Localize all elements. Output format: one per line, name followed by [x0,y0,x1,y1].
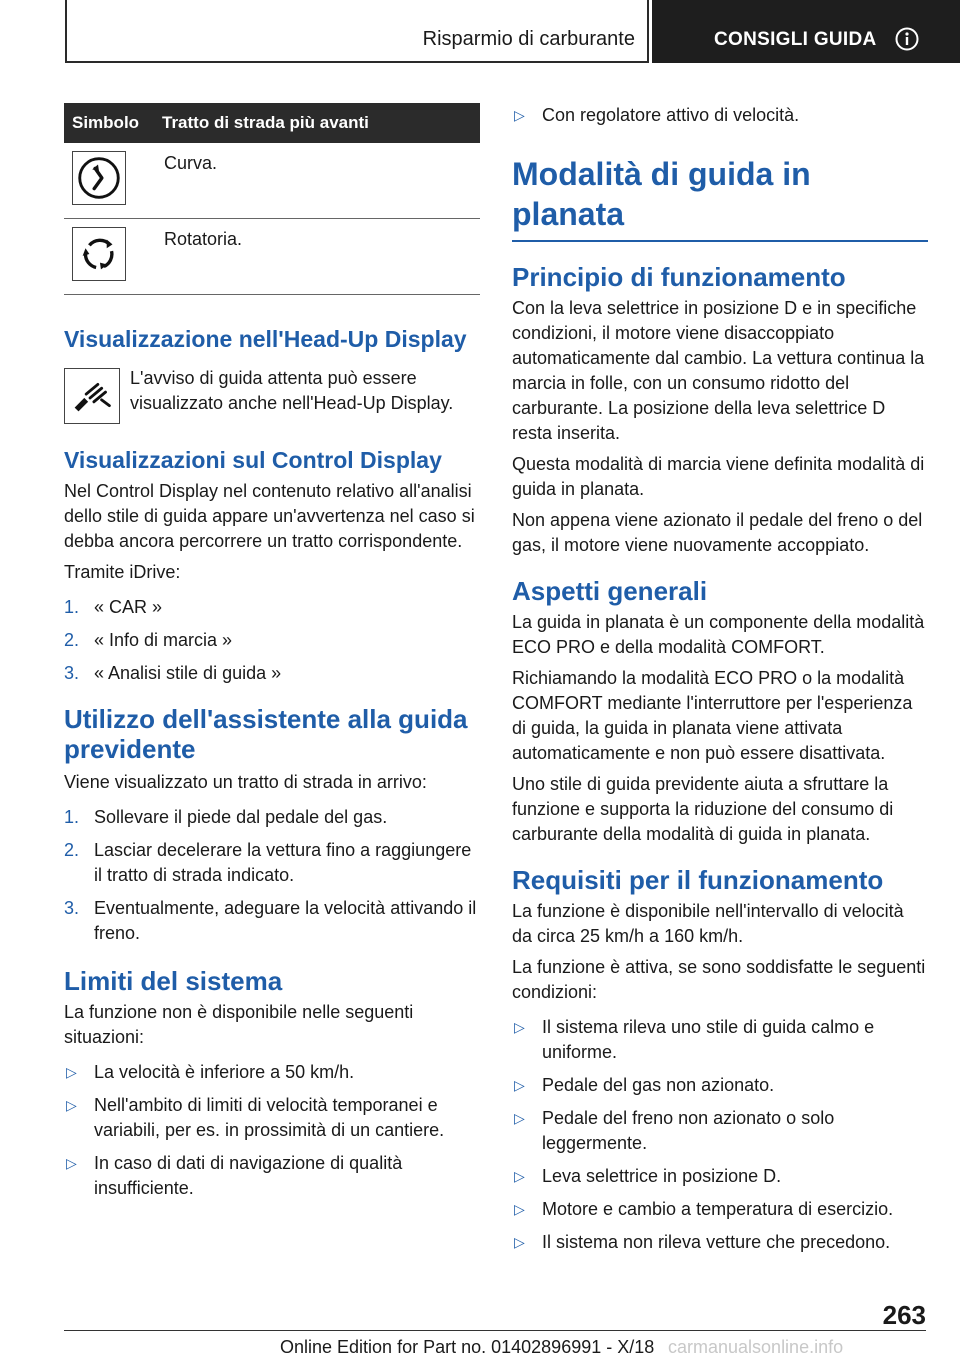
hud-text: L'avviso di guida attenta può essere visualizzato anche nell'Head-Up Display. [130,368,454,413]
table-row [64,143,480,219]
list-item: 3. Eventualmente, adeguare la velocità attivando il freno. [64,898,477,943]
requirements-p2: La funzione è attiva, se sono soddisfatte le seguenti condizioni: [512,957,926,1002]
curve-road-icon [72,151,126,205]
footer-divider [64,1330,926,1331]
table-header-description: Tratto di strada più avanti [154,103,480,143]
list-item: ▷ Il sistema rileva uno stile di guida calmo e uniforme. [514,1017,875,1062]
list-item: ▷ Pedale del freno non azionato o solo leggermente. [514,1108,835,1153]
general-p1: La guida in planata è un componente della modalità ECO PRO e della modalità COMFORT. [512,612,925,657]
bullet-triangle-icon: ▷ [514,1110,525,1126]
idrive-steps [64,595,480,686]
principle-p3: Non appena viene azionato il pedale del freno o del gas, il motore viene nuovamente accoppiato. [512,510,923,555]
list-item: ▷ In caso di dati di navigazione di qualità insufficiente. [66,1153,403,1198]
edition-text: Online Edition for Part no. 01402896991 - X/18 [280,1337,655,1357]
list-item: ▷ Il sistema non rileva vetture che precedono. [512,1230,928,1255]
bullet-triangle-icon: ▷ [514,1201,525,1217]
principle-p1: Con la leva selettrice in posizione D e in specifiche condizioni, il motore viene disaccoppiato automaticamente dal cambio. La vettura continua la marcia in folle, con un consumo ridotto del carburante. La posizione della leva selettrice D resta inserita. [512,298,925,443]
limits-list [64,1060,480,1201]
main-heading: Modalità di guida in planata [512,154,928,242]
list-item: 1. « CAR » [64,597,163,617]
bullet-triangle-icon: ▷ [66,1097,77,1113]
page-header [0,0,960,66]
bullet-triangle-icon: ▷ [514,107,525,123]
bullet-triangle-icon: ▷ [66,1064,77,1080]
general-heading: Aspetti generali [512,576,708,606]
list-item: ▷ Leva selettrice in posizione D. [512,1164,928,1189]
list-item: 2. Lasciar decelerare la vettura fino a raggiungere il tratto di strada indicato. [64,840,472,885]
list-item: ▷ Pedale del gas non azionato. [512,1073,928,1098]
assistant-intro: Viene visualizzato un tratto di strada in arrivo: [64,772,427,792]
assistant-heading: Utilizzo dell'assistente alla guida previdente [64,704,468,764]
table-row [64,219,480,295]
list-item: ▷ Con regolatore attivo di velocità. [512,103,928,128]
symbol-table [64,103,480,295]
table-header-symbol: Simbolo [64,103,154,143]
general-p3: Uno stile di guida previdente aiuta a sfruttare la funzione e supporta la riduzione del consumo di carburante della modalità di guida in planata. [512,774,894,844]
general-p2: Richiamando la modalità ECO PRO o la modalità COMFORT mediante l'interruttore per l'esperienza di guida, la guida in planata viene attivata automaticamente e non può essere disattivata. [512,668,913,763]
hud-notice [64,368,480,438]
info-circle-icon [895,27,919,51]
limits-intro: La funzione non è disponibile nelle seguenti situazioni: [64,1002,414,1047]
list-item: ▷ Motore e cambio a temperatura di esercizio. [512,1197,928,1222]
left-column [64,103,480,1209]
section-title: Risparmio di carburante [422,28,635,50]
bullet-triangle-icon: ▷ [514,1077,525,1093]
top-list [512,103,928,128]
table-cell-text: Rotatoria. [164,229,243,249]
list-item: ▷ Nell'ambito di limiti di velocità temporanei e variabili, per es. in prossimità di un cantiere. [66,1095,445,1140]
hand-wave-warning-icon [64,368,120,424]
watermark: carmanualsonline.info [668,1337,844,1357]
roundabout-icon [72,227,126,281]
bullet-triangle-icon: ▷ [514,1168,525,1184]
chapter-tab [652,0,960,63]
requirements-heading: Requisiti per il funzionamento [512,865,884,895]
list-item: 1. Sollevare il piede dal pedale del gas. [64,807,388,827]
requirements-p1: La funzione è disponibile nell'intervallo di velocità da circa 25 km/h a 160 km/h. [512,901,904,946]
hud-heading: Visualizzazione nell'Head-Up Display [64,326,467,352]
bullet-triangle-icon: ▷ [66,1155,77,1171]
requirements-list [512,1015,928,1255]
limits-heading: Limiti del sistema [64,966,283,996]
list-item: ▷ La velocità è inferiore a 50 km/h. [64,1060,480,1085]
assistant-steps [64,805,480,946]
table-cell-text: Curva. [164,153,218,173]
page-number: 263 [882,1300,926,1330]
list-item: 3. « Analisi stile di guida » [64,663,282,683]
principle-p2: Questa modalità di marcia viene definita modalità di guida in planata. [512,454,925,499]
bullet-triangle-icon: ▷ [514,1019,525,1035]
idrive-label: Tramite iDrive: [64,562,181,582]
right-column [512,103,928,1263]
control-display-body: Nel Control Display nel contenuto relativo all'analisi dello stile di guida appare un'avvertenza nel caso si debba ancora percorrere un tratto corrispondente. [64,481,475,551]
bullet-triangle-icon: ▷ [514,1234,525,1250]
list-item: 2. « Info di marcia » [64,630,233,650]
control-display-heading: Visualizzazioni sul Control Display [64,447,442,473]
chapter-title: CONSIGLI GUIDA [714,29,877,50]
principle-heading: Principio di funzionamento [512,262,846,292]
